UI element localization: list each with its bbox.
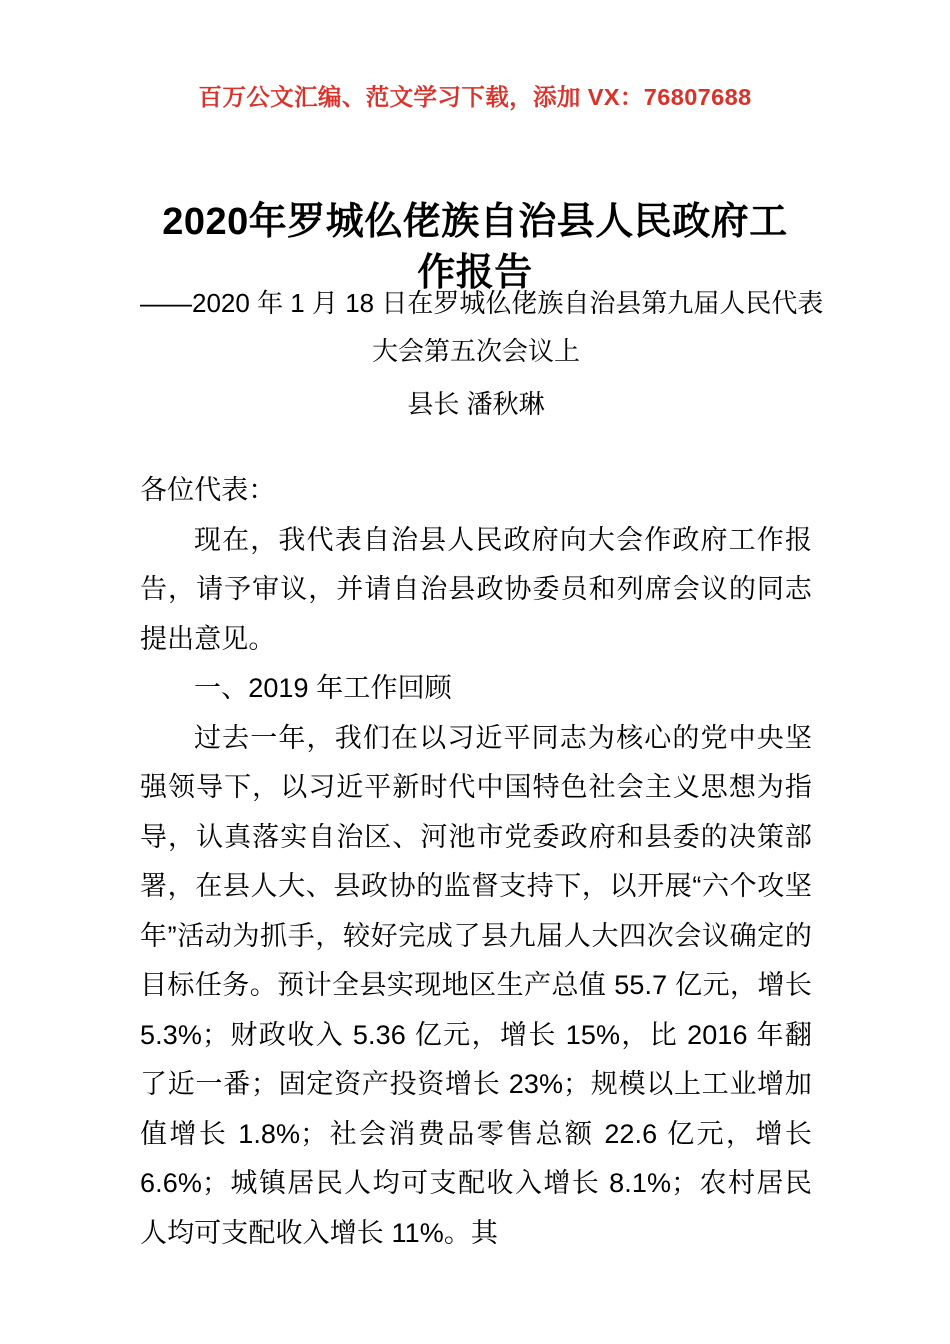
document-byline: 县长 潘秋琳 (407, 389, 545, 420)
section-heading-1: 一、2019 年工作回顾 (194, 673, 452, 703)
document-body (140, 466, 812, 1258)
body-paragraph-1: 现在，我代表自治县人民政府向大会作政府工作报告，请予审议，并请自治县政协委员和列席会议的同志提出意见。 (140, 524, 812, 654)
promo-watermark-text: 百万公文汇编、范文学习下载，添加 VX：76807688 (198, 84, 752, 110)
body-paragraph-2: 过去一年，我们在以习近平同志为核心的党中央坚强领导下，以习近平新时代中国特色社会主义思想为指导，认真落实自治区、河池市党委政府和县委的决策部署，在县人大、县政协的监督支持下，以开展“六个攻坚年”活动为抓手，较好完成了县九届人大四次会议确定的目标任务。预计全县实现地区生产总值 55.7 亿元，增长 5.3%；财政收入 5.36 亿元，增长 15%，比 2016 年翻了近一番；固定资产投资增长 23%；规模以上工业增加值增长 1.8%；社会消费品零售总额 22.6 亿元，增长 6.6%；城镇居民人均可支配收入增长 8.1%；农村居民人均可支配收入增长 11%。其 (140, 722, 812, 1248)
document-title: 2020年罗城仫佬族自治县人民政府工作报告 (162, 201, 788, 294)
salutation-paragraph: 各位代表： (140, 475, 276, 505)
subtitle-line-1: ——2020 年 1 月 18 日在罗城仫佬族自治县第九届人民代表 (140, 288, 824, 318)
subtitle-line-2: 大会第五次会议上 (371, 335, 580, 366)
document-subtitle-block (140, 280, 824, 429)
